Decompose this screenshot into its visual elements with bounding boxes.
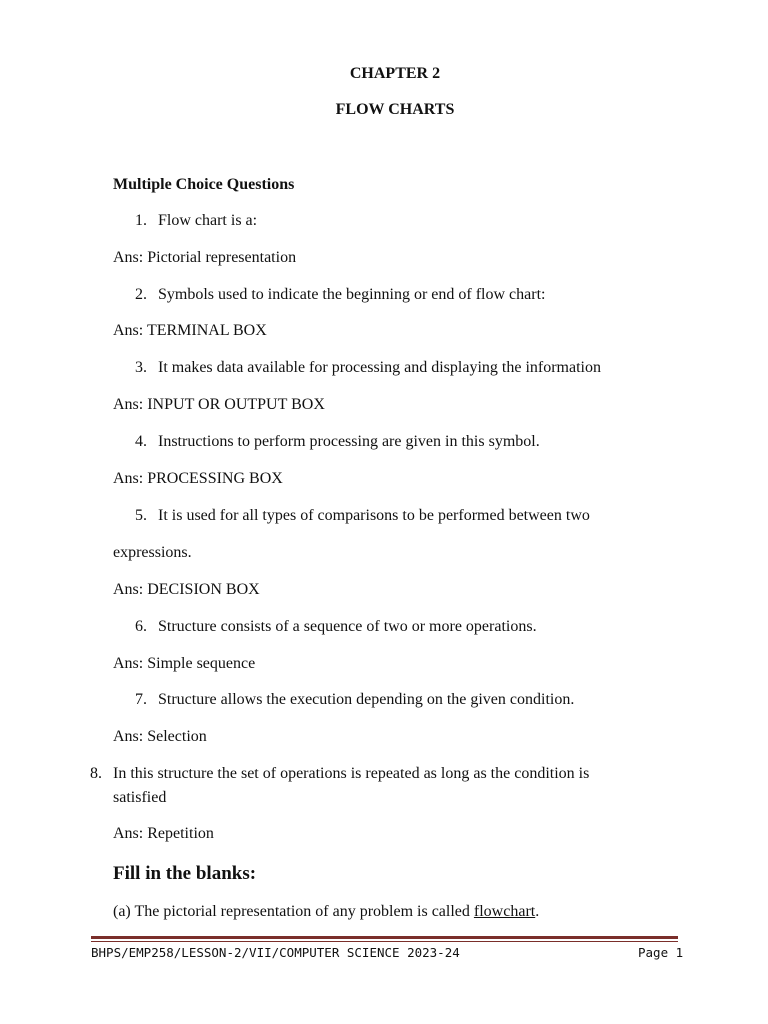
question-number: 7. [135,691,147,708]
fill-blank-item [113,903,539,921]
question-text: Flow chart is a: [158,212,258,229]
question-number: 1. [135,212,147,229]
question-text: Symbols used to indicate the beginning or end of flow chart: [158,286,546,303]
answer-text: Ans: INPUT OR OUTPUT BOX [113,396,325,413]
answer-text: Ans: Repetition [113,825,214,842]
footer-rule-thick [91,936,678,939]
fill-blank-prefix: (a) The pictorial representation of any problem is called [113,903,474,920]
question-text: Structure allows the execution depending on the given condition. [158,691,575,708]
question-text: In this structure the set of operations is repeated as long as the condition is [113,765,590,782]
answer-text: Ans: TERMINAL BOX [113,322,267,339]
mcq-heading: Multiple Choice Questions [113,176,295,193]
question-text: It makes data available for processing and displaying the information [158,359,601,376]
fill-blank-suffix: . [535,903,540,920]
question-text-continued: satisfied [113,789,167,806]
question-number: 8. [90,765,102,782]
answer-text: Ans: DECISION BOX [113,581,260,598]
answer-text: Ans: Selection [113,728,207,745]
footer-document-code: BHPS/EMP258/LESSON-2/VII/COMPUTER SCIENCE 2023-24 [91,945,460,960]
question-number: 6. [135,618,147,635]
answer-text: Ans: Pictorial representation [113,249,297,266]
question-number: 5. [135,507,147,524]
fill-blanks-heading: Fill in the blanks: [113,863,257,884]
question-text-continued: expressions. [113,544,192,561]
question-number: 3. [135,359,147,376]
chapter-title: FLOW CHARTS [335,101,455,118]
fill-blank-answer: flowchart [473,903,536,920]
answer-text: Ans: PROCESSING BOX [113,470,283,487]
page-number: Page 1 [638,945,684,960]
answer-text: Ans: Simple sequence [113,655,256,672]
footer-rule-thin [91,941,678,942]
question-text: Structure consists of a sequence of two or more operations. [158,618,537,635]
question-number: 4. [135,433,147,450]
question-text: Instructions to perform processing are given in this symbol. [158,433,540,450]
chapter-number: CHAPTER 2 [349,65,441,82]
question-text: It is used for all types of comparisons to be performed between two [158,507,590,524]
question-number: 2. [135,286,147,303]
